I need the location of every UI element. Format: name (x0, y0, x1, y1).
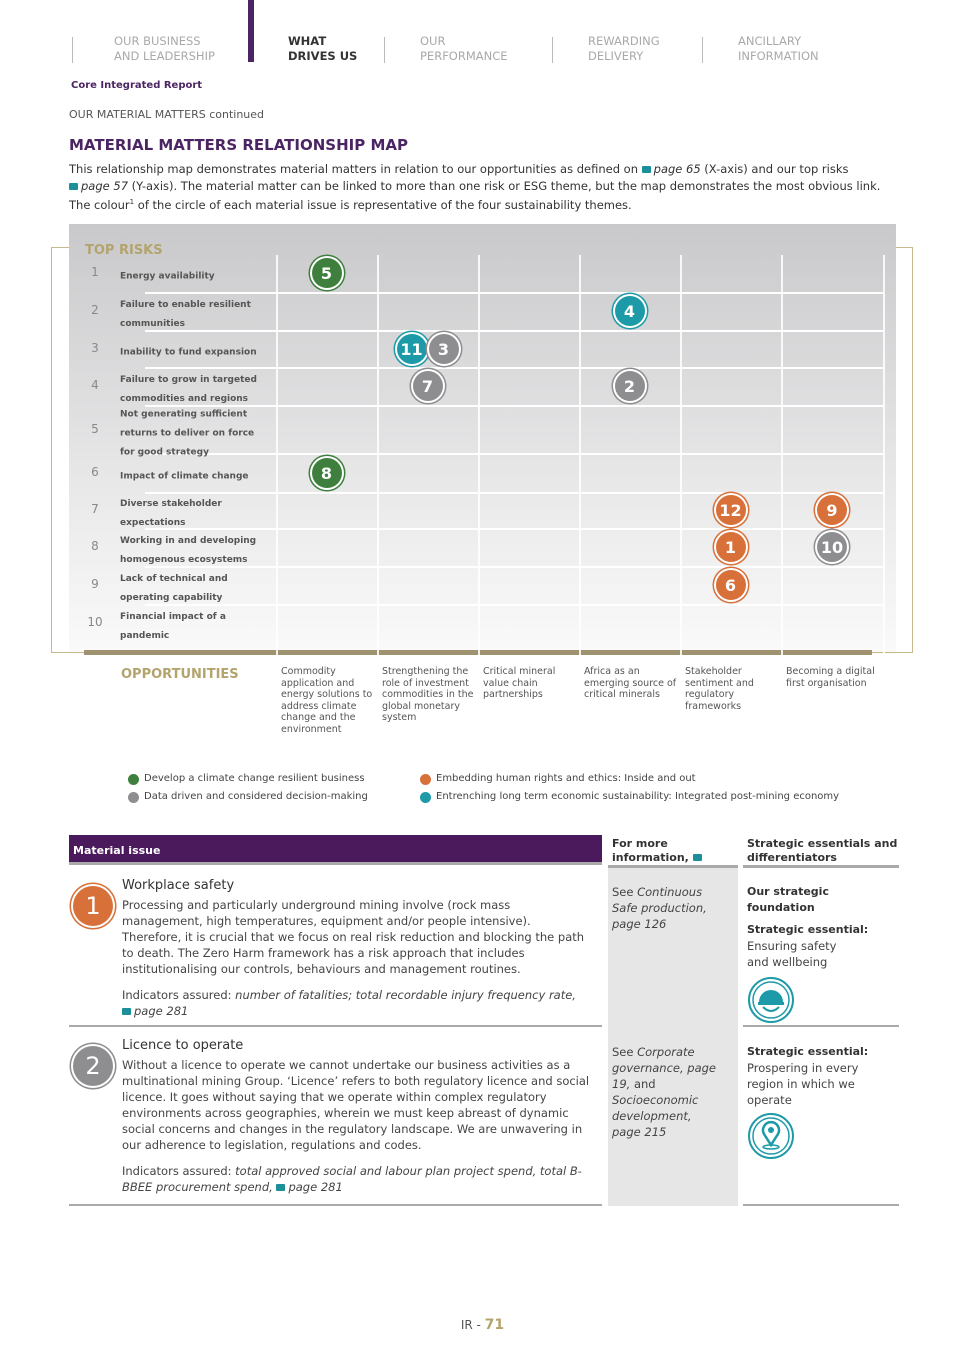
risk-label: Failure to grow in targeted commodities and regions (120, 375, 257, 404)
material-matter-bubble: 2 (615, 371, 645, 401)
material-matter-bubble: 10 (817, 532, 847, 562)
info-link[interactable]: Socioeconomic development, page 215 (612, 1093, 699, 1139)
material-issue-number-badge: 2 (73, 1046, 113, 1086)
folder-icon (693, 854, 702, 861)
folder-icon (122, 1008, 131, 1015)
risk-row-label (120, 604, 260, 642)
table-header-strategic: Strategic essentials and differentiators (743, 837, 899, 868)
opportunities-title: OPPORTUNITIES (121, 667, 239, 682)
risk-row-label (120, 292, 260, 330)
page-link[interactable]: page 65 (653, 162, 701, 176)
nav-divider (72, 37, 73, 63)
table-row (122, 1038, 592, 1195)
table-header-material-issue (69, 835, 602, 865)
legend-dot-icon (128, 774, 139, 785)
risk-number: 10 (87, 615, 103, 629)
risk-number: 6 (91, 465, 99, 479)
header-label: Material issue (73, 844, 161, 857)
opportunity-label: Africa as an emerging source of critical minerals (584, 666, 677, 701)
risk-number: 9 (91, 577, 99, 591)
header-label: For more information, (612, 837, 689, 864)
row-divider (743, 1204, 899, 1206)
table-header-info (608, 837, 738, 868)
risk-label: Financial impact of a pandemic (120, 612, 226, 641)
page-link[interactable]: page 281 (134, 1004, 189, 1018)
issue-body: Without a licence to operate we cannot undertake our business activities as a multinational mining Group. ‘Licence’ refers to both regulatory licence and social licence. It goes without saying that we operate within complex regulatory environments across geographies, wherein we must keep abreast of dynamic social concerns and changes in the regulatory landscape. We are unwavering in our adherence to legislation, regulations and codes. (122, 1058, 590, 1152)
risk-number: 8 (91, 539, 99, 553)
info-link[interactable]: Continuous Safe production, page 126 (612, 885, 707, 931)
column-divider (579, 255, 581, 745)
risk-label: Inability to fund expansion (120, 347, 257, 358)
risk-label: Failure to enable resilient communities (120, 300, 251, 329)
risk-number: 2 (91, 303, 99, 317)
foundation-label: Our strategic foundation (747, 885, 829, 914)
nav-divider (702, 37, 703, 63)
info-text: and (630, 1077, 656, 1091)
risk-label: Diverse stakeholder expectations (120, 499, 222, 528)
legend-dot-icon (420, 774, 431, 785)
opportunity-label: Becoming a digital first organisation (786, 666, 875, 689)
more-info (612, 884, 722, 932)
nav-line: WHAT (288, 34, 327, 48)
strategic-essential-label: Strategic essential: (747, 1045, 869, 1058)
risk-row-label (120, 264, 260, 283)
active-nav-marker (248, 0, 254, 62)
risk-number: 5 (91, 422, 99, 436)
indicators-label: Indicators assured: (122, 1164, 236, 1178)
page-footer (0, 1317, 965, 1333)
intro-text: (Y-axis). The material matter can be linked to more than one risk or ESG theme, but the map demonstrates the most obvious link. The colour (69, 178, 881, 212)
info-text: See (612, 1045, 638, 1059)
indicators (122, 987, 592, 1019)
intro-text: (X-axis) and our top risks (700, 162, 849, 176)
legend-label: Data driven and considered decision-making (144, 791, 368, 802)
table-row (122, 878, 592, 1019)
opportunity-label: Critical mineral value chain partnerships (483, 666, 556, 701)
column-divider (781, 255, 783, 745)
risk-row-label (120, 464, 260, 483)
legend-dot-icon (128, 792, 139, 803)
risk-label: Energy availability (120, 271, 215, 282)
legend-label: Develop a climate change resilient business (144, 773, 365, 784)
legend-label: Embedding human rights and ethics: Inside and out (436, 773, 696, 784)
report-label: Core Integrated Report (71, 80, 203, 91)
column-divider (377, 255, 379, 745)
folder-icon (69, 183, 78, 190)
issue-title: Workplace safety (122, 878, 235, 893)
info-text: See (612, 885, 638, 899)
column-divider (680, 255, 682, 745)
column-divider (276, 255, 278, 745)
nav-ancillary-information[interactable] (738, 34, 819, 64)
frame-line (51, 247, 52, 653)
page-link[interactable]: page 57 (81, 178, 129, 193)
strategic-essential-text: Ensuring safety and wellbeing (747, 939, 837, 969)
nav-divider (384, 37, 385, 63)
strategic-essential-text: Prospering in every region in which we operate (747, 1061, 859, 1107)
risk-number: 1 (91, 265, 99, 279)
row-divider (69, 1025, 602, 1027)
intro-paragraph (69, 161, 899, 213)
risk-number: 4 (91, 378, 99, 392)
risk-row-label (120, 367, 260, 405)
nav-line: PERFORMANCE (420, 49, 508, 63)
strategic-essential-label: Strategic essential: (747, 923, 869, 936)
page-title: MATERIAL MATTERS RELATIONSHIP MAP (69, 136, 408, 154)
row-divider (69, 1204, 602, 1206)
opportunity-label: Strengthening the role of investment commodities in the global monetary system (382, 666, 474, 724)
section-label: OUR MATERIAL MATTERS continued (69, 108, 265, 121)
nav-line: ANCILLARY (738, 34, 802, 48)
intro-text: of the circle of each material issue is representative of the four sustainability themes. (134, 197, 632, 212)
nav-our-business[interactable] (114, 34, 215, 64)
opportunity-label: Commodity application and energy solutions to address climate change and the environment (281, 666, 373, 735)
material-issue-number-badge: 1 (73, 886, 113, 926)
material-matter-bubble: 4 (615, 296, 645, 326)
nav-line: REWARDING (588, 34, 660, 48)
nav-divider (552, 37, 553, 63)
material-matter-bubble: 7 (413, 371, 443, 401)
folder-icon (276, 1184, 285, 1191)
risk-row-label (120, 566, 260, 604)
frame-line (912, 247, 913, 653)
location-pin-icon (747, 1112, 797, 1162)
risk-row-label (120, 491, 260, 529)
nav-rewarding-delivery[interactable] (588, 34, 660, 64)
folder-icon (642, 166, 651, 173)
top-risks-title: TOP RISKS (85, 243, 163, 258)
material-matter-bubble: 3 (429, 334, 459, 364)
page-link[interactable]: page 281 (288, 1180, 343, 1194)
risk-row-label (120, 402, 260, 459)
risk-label: Lack of technical and operating capability (120, 574, 228, 603)
issue-title: Licence to operate (122, 1038, 244, 1053)
material-matter-bubble: 6 (716, 570, 746, 600)
indicators-text: number of fatalities; total recordable injury frequency rate, (235, 988, 576, 1002)
indicators (122, 1163, 592, 1195)
more-info (612, 1044, 722, 1140)
nav-line: INFORMATION (738, 49, 819, 63)
column-divider (883, 255, 885, 745)
intro-text: This relationship map demonstrates material matters in relation to our opportunities as defined on (69, 162, 642, 176)
row-divider (145, 330, 884, 332)
legend-label: Entrenching long term economic sustainability: Integrated post-mining economy (436, 791, 840, 802)
frame-line (51, 247, 69, 248)
risk-label: Working in and developing homogenous ecosystems (120, 536, 257, 565)
nav-line: AND LEADERSHIP (114, 49, 215, 63)
material-matter-bubble: 11 (397, 334, 427, 364)
hard-hat-icon (747, 976, 797, 1026)
nav-line: OUR (420, 34, 446, 48)
material-matter-bubble: 8 (312, 458, 342, 488)
strategic-essentials (747, 1044, 897, 1166)
material-matter-bubble: 12 (716, 495, 746, 525)
nav-what-drives-us[interactable] (288, 34, 357, 64)
info-link[interactable]: Corporate governance, page 19, (612, 1045, 716, 1091)
page-number: 71 (484, 1317, 505, 1333)
nav-line: DRIVES US (288, 49, 358, 63)
footer-prefix: IR - (460, 1318, 485, 1332)
material-matter-bubble: 9 (817, 495, 847, 525)
risk-number: 3 (91, 341, 99, 355)
risk-label: Impact of climate change (120, 471, 249, 482)
material-matter-bubble: 5 (312, 258, 342, 288)
nav-our-performance[interactable] (420, 34, 508, 64)
legend-dot-icon (420, 792, 431, 803)
nav-line: OUR BUSINESS (114, 34, 201, 48)
opportunity-label: Stakeholder sentiment and regulatory frameworks (685, 666, 754, 712)
risk-label: Not generating sufficient returns to deliver on force for good strategy (120, 409, 255, 458)
footnote-marker: 1 (129, 198, 135, 206)
indicators-text: total approved social and labour plan project spend, total B-BBEE procurement spend, (122, 1164, 582, 1194)
indicators-label: Indicators assured: (122, 988, 236, 1002)
strategic-essentials (747, 884, 897, 1030)
risk-row-label (120, 528, 260, 566)
nav-line: DELIVERY (588, 49, 644, 63)
issue-body: Processing and particularly underground mining involve (rock mass management, high temperatures, equipment and/or people intensive). Therefore, it is crucial that we focus on real risk reduction and blocking the path to death. The Zero Harm framework has a risk approach that includes institutionalising our controls, behaviours and management routines. (122, 898, 585, 976)
risk-number: 7 (91, 502, 99, 516)
column-divider (478, 255, 480, 745)
risk-row-label (120, 340, 260, 359)
frame-line (896, 247, 913, 248)
material-matter-bubble: 1 (716, 532, 746, 562)
